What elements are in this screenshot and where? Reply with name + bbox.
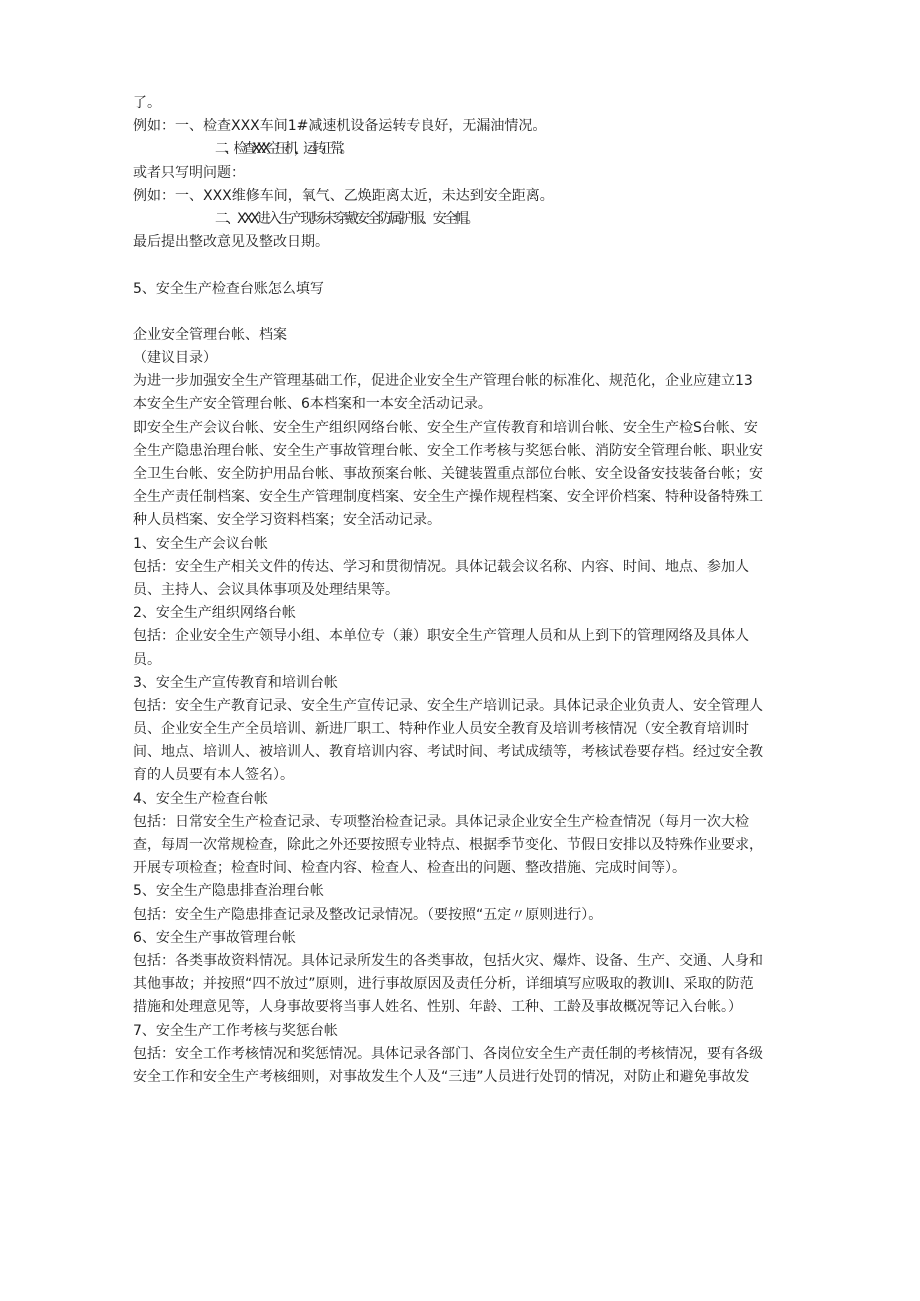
item-heading: 2、安全生产组织网络台帐 <box>133 605 296 622</box>
text-line: 全卫生台帐、安全防护用品台帐、事故预案台帐、关键装置重点部位台帐、安全设备安技装备台帐；安 <box>133 466 763 482</box>
section-heading: 5、安全生产检查台账怎么填写 <box>133 280 324 297</box>
text-line: 包括：各类事故资料情况。具体记录所发生的各类事故，包括火灾、爆炸、设备、生产、交通、人身和 <box>133 952 763 969</box>
text-line: 二、检查XXX空压机，运转正常。 <box>215 141 349 158</box>
item-heading: 3、安全生产宣传教育和培训台帐 <box>133 674 338 691</box>
text-line: 包括：日常安全生产检查记录、专项整治检查记录。具体记录企业安全生产检查情况（每月一次大检 <box>133 813 749 830</box>
item-heading: 5、安全生产隐患排查治理台帐 <box>133 883 324 900</box>
text-line: 为进一步加强安全生产管理基础工作，促进企业安全生产管理台帐的标准化、规范化，企业应建立13 <box>133 373 753 390</box>
text-line: 员。 <box>133 651 161 668</box>
text-line: 其他事故；并按照“四不放过”原则，进行事故原因及责任分析，详细填写应吸取的教训I、采取的防范 <box>133 976 754 993</box>
item-heading: 7、安全生产工作考核与奖惩台帐 <box>133 1022 338 1039</box>
item-heading: 1、安全生产会议台帐 <box>133 535 268 552</box>
text-line: 最后提出整改意见及整改日期。 <box>133 234 329 251</box>
text-line: 包括：安全工作考核情况和奖惩情况。具体记录各部门、各岗位安全生产责任制的考核情况，要有各级 <box>133 1045 763 1062</box>
text-line: 二、XXX进入生产现场未穿戴安全防属护服、安全帽。 <box>215 210 477 227</box>
text-line: 育的人员要有本人签名）。 <box>133 767 294 784</box>
text-line: 即安全生产会议台帐、安全生产组织网络台帐、安全生产宣传教育和培训台帐、安全生产检S台帐、安 <box>133 419 758 436</box>
item-heading: 4、安全生产检查台帐 <box>133 790 268 807</box>
text-line: 安全工作和安全生产考核细则，对事故发生个人及“三违”人员进行处罚的情况，对防止和避免事故发 <box>133 1068 750 1085</box>
text-line: 例如：一、检查XXX车间1#减速机设备运转专良好，无漏油情况。 <box>133 118 547 135</box>
text-line: 包括：企业安全生产领导小组、本单位专（兼）职安全生产管理人员和从上到下的管理网络及具体人 <box>133 628 749 645</box>
text-line: 员、企业安全生产全员培训、新进厂职工、特种作业人员安全教育及培训考核情况（安全教育培训时 <box>133 721 749 738</box>
text-line: 包括：安全生产隐患排查记录及整改记录情况。（要按照“五定〃原则进行）。 <box>133 906 603 923</box>
text-line: 种人员档案、安全学习资料档案；安全活动记录。 <box>133 512 441 529</box>
document-title: 企业安全管理台帐、档案 <box>133 326 287 343</box>
text-line: 了。 <box>133 95 161 111</box>
document-subtitle: （建议目录） <box>133 350 217 367</box>
text-line: 本安全生产安全管理台帐、6本档案和一本安全活动记录。 <box>133 396 492 413</box>
text-line: 查，每周一次常规检查，除此之外还要按照专业特点、根据季节变化、节假日安排以及特殊作业要求， <box>133 837 763 853</box>
item-heading: 6、安全生产事故管理台帐 <box>133 929 296 946</box>
text-line: 措施和处理意见等，人身事故要将当事人姓名、性别、年龄、工种、工龄及事故概况等记入台帐。） <box>133 999 742 1016</box>
text-line: 全生产隐患治理台帐、安全生产事故管理台帐、安全工作考核与奖惩台帐、消防安全管理台帐、职业安 <box>133 442 763 459</box>
text-line: 或者只写明问题： <box>133 164 245 181</box>
text-line: 员、主持人、会议具体事项及处理结果等。 <box>133 581 399 598</box>
blank-line <box>133 254 810 277</box>
blank-line <box>133 301 810 324</box>
text-line: 开展专项检查；检查时间、检查内容、检查人、检查出的问题、整改措施、完成时间等）。 <box>133 860 686 877</box>
text-line: 包括：安全生产相关文件的传达、学习和贯彻情况。具体记载会议名称、内容、时间、地点、参加人 <box>133 558 749 575</box>
text-line: 间、地点、培训人、被培训人、教育培训内容、考试时间、考试成绩等，考核试卷要存档。经过安全教 <box>133 744 763 761</box>
text-line: 例如：一、XXX维修车间，氧气、乙焕距离太近，未达到安全距离。 <box>133 187 554 204</box>
text-line: 全生产责任制档案、安全生产管理制度档案、安全生产操作规程档案、安全评价档案、特种设备特殊工 <box>133 489 763 506</box>
text-line: 包括：安全生产教育记录、安全生产宣传记录、安全生产培训记录。具体记录企业负责人、安全管理人 <box>133 697 763 714</box>
